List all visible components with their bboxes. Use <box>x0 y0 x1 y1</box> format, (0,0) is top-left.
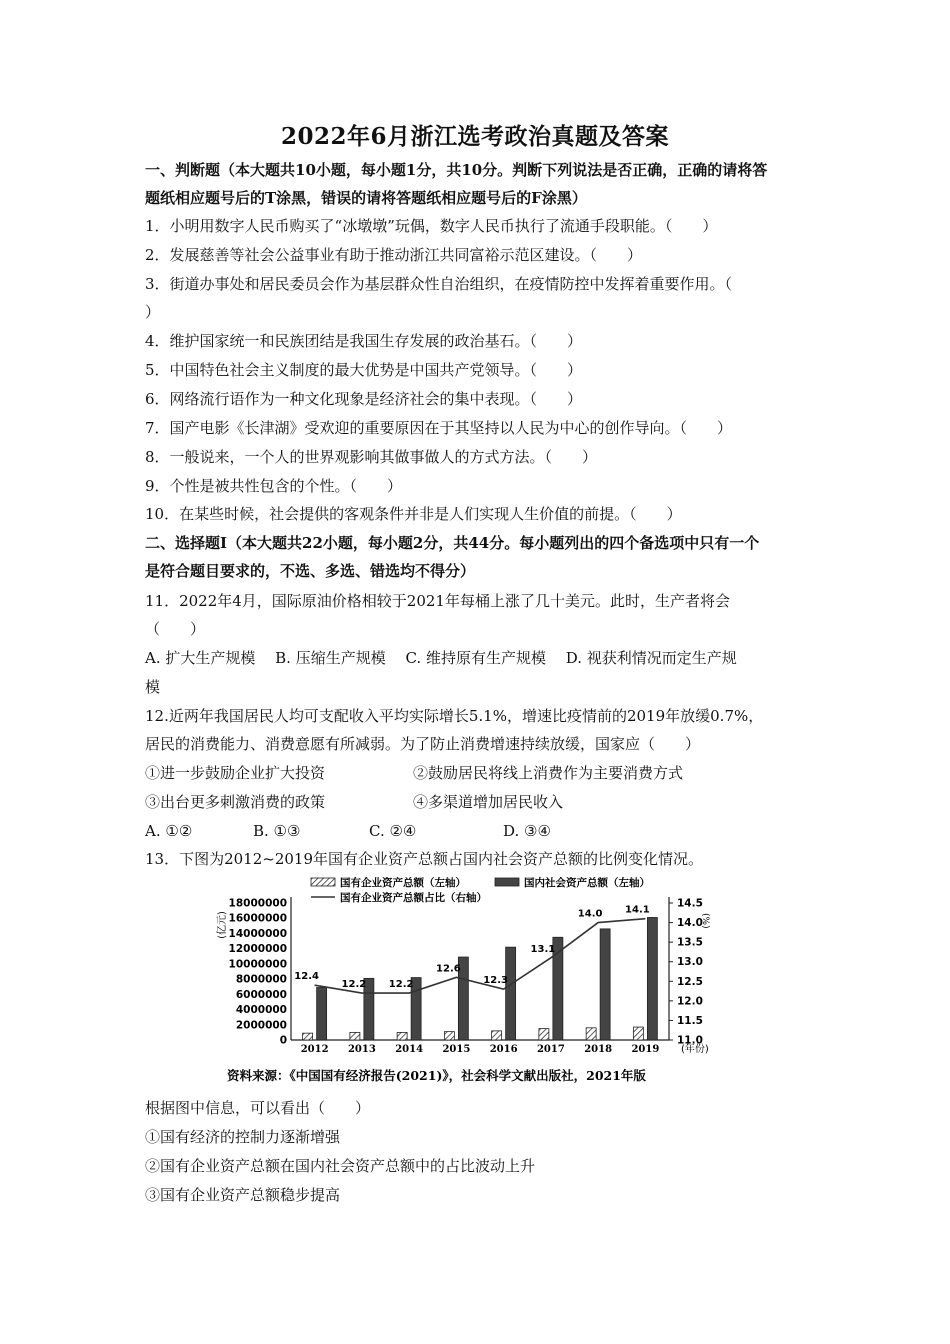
left-tick-label: 16000000 <box>228 912 287 925</box>
x-tick-label: 2017 <box>536 1044 565 1055</box>
x-tick-label: 2016 <box>489 1044 518 1055</box>
left-axis-unit: (亿元) <box>217 911 228 939</box>
bar-soe-assets <box>350 1032 360 1040</box>
question-1: 1．小明用数字人民币购买了“冰墩墩”玩偶，数字人民币执行了流通手段职能。（ ） <box>145 217 718 235</box>
legend-label-soe: 国有企业资产总额（左轴） <box>340 877 466 889</box>
x-tick-label: 2019 <box>631 1044 660 1055</box>
x-tick-label: 2014 <box>395 1044 424 1055</box>
ratio-data-label: 14.0 <box>577 908 603 920</box>
legend-label-ratio: 国有企业资产总额占比（右轴） <box>340 892 487 904</box>
q12-option-b: B. ①③ <box>253 822 301 840</box>
q12-item-3: ③出台更多刺激消费的政策 <box>145 793 326 811</box>
section2-heading-line2: 是符合题目要求的，不选、多选、错选均不得分） <box>145 562 476 580</box>
right-tick-label: 13.0 <box>677 956 703 969</box>
bar-soe-assets <box>586 1028 596 1040</box>
section1-heading-line2: 题纸相应题号后的T涂黑，错误的请将答题纸相应题号后的F涂黑） <box>145 189 587 207</box>
question-9: 9．个性是被共性包含的个性。（ ） <box>145 477 403 495</box>
question-13-prompt: 根据图中信息，可以看出（ ） <box>145 1099 371 1117</box>
right-tick-label: 12.5 <box>677 975 703 988</box>
q12-item-4: ④多渠道增加居民收入 <box>413 793 564 811</box>
x-tick-label: 2015 <box>442 1044 471 1055</box>
ratio-data-label: 13.1 <box>530 943 556 955</box>
q12-option-d: D. ③④ <box>503 822 551 840</box>
x-tick-label: 2013 <box>347 1044 376 1055</box>
left-tick-label: 8000000 <box>235 973 287 986</box>
question-10: 10．在某些时候，社会提供的客观条件并非是人们实现人生价值的前提。（ ） <box>145 505 682 523</box>
q13-item-1: ①国有经济的控制力逐渐增强 <box>145 1128 341 1146</box>
left-tick-label: 18000000 <box>228 897 287 910</box>
left-tick-label: 14000000 <box>228 927 287 940</box>
bar-soe-assets <box>633 1027 643 1040</box>
question-12-items-row1 <box>145 763 813 783</box>
bar-soe-assets <box>397 1032 407 1040</box>
page-title: 2022年6月浙江选考政治真题及答案 <box>280 123 670 150</box>
ratio-data-label: 12.2 <box>341 979 367 991</box>
bar-social-assets <box>600 929 610 1040</box>
question-13-stem: 13．下图为2012~2019年国有企业资产总额占国内社会资产总额的比例变化情况。 <box>145 850 704 868</box>
left-tick-label: 6000000 <box>235 988 287 1001</box>
right-tick-label: 11.0 <box>677 1034 703 1047</box>
question-12-stem-cont: 居民的消费能力、消费意愿有所减弱。为了防止消费增速持续放缓，国家应（ ） <box>145 735 701 753</box>
right-tick-label: 11.5 <box>677 1014 703 1027</box>
bar-soe-assets <box>539 1029 549 1040</box>
x-tick-label: 2018 <box>584 1044 613 1055</box>
left-tick-label: 4000000 <box>235 1004 287 1017</box>
ratio-data-label: 12.2 <box>388 979 414 991</box>
q12-item-2: ②鼓励居民将线上消费作为主要消费方式 <box>413 764 684 782</box>
x-axis-unit: (年份) <box>681 1044 709 1055</box>
bar-social-assets <box>647 917 657 1040</box>
question-11-stem: 11．2022年4月，国际原油价格相较于2021年每桶上涨了几十美元。此时，生产者将会 <box>145 592 730 610</box>
q12-item-1: ①进一步鼓励企业扩大投资 <box>145 764 326 782</box>
x-tick-label: 2012 <box>300 1044 329 1055</box>
question-12-stem: 12.近两年我国居民人均可支配收入平均实际增长5.1%，增速比疫情前的2019年放缓0.7%， <box>145 707 764 725</box>
bar-social-assets <box>506 947 516 1040</box>
ratio-data-label: 12.4 <box>294 971 319 983</box>
question-7: 7．国产电影《长津湖》受欢迎的重要原因在于其坚持以人民为中心的创作导向。（ ） <box>145 419 733 437</box>
bar-soe-assets <box>492 1031 502 1040</box>
q13-item-3: ③国有企业资产总额稳步提高 <box>145 1186 341 1204</box>
question-6: 6．网络流行语作为一种文化现象是经济社会的集中表现。（ ） <box>145 390 583 408</box>
question-5: 5．中国特色社会主义制度的最大优势是中国共产党领导。（ ） <box>145 361 583 379</box>
question-12-options <box>145 821 813 841</box>
section1-heading-line1: 一、判断题（本大题共10小题，每小题1分，共10分。判断下列说法是否正确，正确的请将答 <box>145 161 768 179</box>
left-tick-label: 2000000 <box>235 1019 287 1032</box>
section2-heading-line1: 二、选择题Ⅰ（本大题共22小题，每小题2分，共44分。每小题列出的四个备选项中只有一个 <box>145 534 760 552</box>
right-tick-label: 13.5 <box>677 936 703 949</box>
left-tick-label: 10000000 <box>228 958 287 971</box>
left-tick-label: 0 <box>279 1034 287 1047</box>
ratio-data-label: 12.6 <box>436 963 461 975</box>
question-11-options-cont: 模 <box>145 678 161 696</box>
asset-ratio-chart <box>213 875 733 1090</box>
bar-soe-assets <box>444 1032 454 1040</box>
bar-social-assets <box>317 987 327 1040</box>
question-8: 8．一般说来，一个人的世界观影响其做事做人的方式方法。（ ） <box>145 448 598 466</box>
chart-source: 资料来源：《中国国有经济报告(2021)》，社会科学文献出版社，2021年版 <box>227 1068 646 1083</box>
q12-option-c: C. ②④ <box>369 822 417 840</box>
legend-label-social: 国内社会资产总额（左轴） <box>524 877 650 889</box>
bar-soe-assets <box>303 1033 313 1040</box>
question-4: 4．维护国家统一和民族团结是我国生存发展的政治基石。（ ） <box>145 332 583 350</box>
ratio-data-label: 12.3 <box>483 975 508 987</box>
question-3-cont: ） <box>145 303 161 321</box>
ratio-data-label: 14.1 <box>625 904 650 916</box>
q13-item-2: ②国有企业资产总额在国内社会资产总额中的占比波动上升 <box>145 1157 536 1175</box>
question-3: 3．街道办事处和居民委员会作为基层群众性自治组织，在疫情防控中发挥着重要作用。（ <box>145 275 733 293</box>
right-axis-unit: (%) <box>700 913 710 929</box>
question-12-items-row2 <box>145 792 813 812</box>
legend-swatch-soe <box>311 878 335 886</box>
question-2: 2．发展慈善等社会公益事业有助于推动浙江共同富裕示范区建设。（ ） <box>145 246 643 264</box>
right-tick-label: 14.5 <box>677 897 703 910</box>
right-tick-label: 14.0 <box>677 917 703 930</box>
legend-swatch-social <box>495 878 519 886</box>
right-tick-label: 12.0 <box>677 995 703 1008</box>
q12-option-a: A. ①② <box>145 822 193 840</box>
question-11-stem-cont: （ ） <box>145 620 206 638</box>
left-tick-label: 12000000 <box>228 943 287 956</box>
question-11-options: A. 扩大生产规模 B. 压缩生产规模 C. 维持原有生产规模 D. 视获利情况而定生产规 <box>145 649 737 667</box>
